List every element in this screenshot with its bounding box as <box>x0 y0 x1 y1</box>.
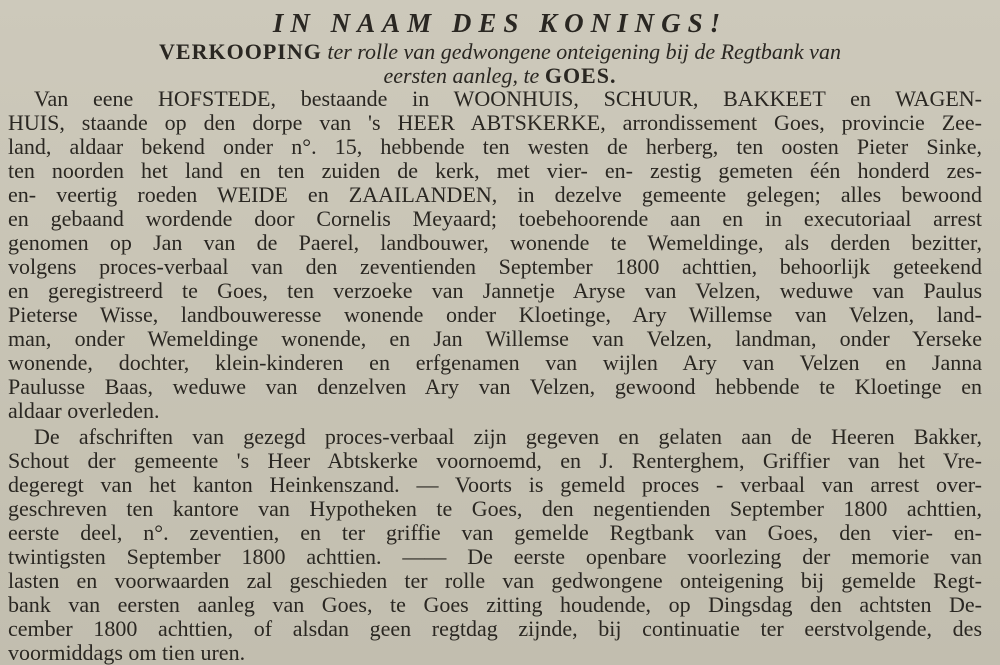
subtitle-lead: VERKOOPING <box>159 39 322 64</box>
text-line: twintigsten September 1800 achttien. —— De eerste openbare voorlezing der memorie van <box>8 545 982 569</box>
text-line: geschreven ten kantore van Hypotheken te Goes, den negentienden September 1800 achttien, <box>8 497 982 521</box>
text-line: man, onder Wemeldinge wonende, en Jan Willemse van Velzen, landman, onder Yerseke <box>8 327 982 351</box>
text-line: eerste deel, n°. zeventien, en ter griffie van gemelde Regtbank van Goes, den vier- en- <box>8 521 982 545</box>
text-line: HUIS, staande op den dorpe van 's HEER ABTSKERKE, arrondissement Goes, provincie Zee- <box>8 111 982 135</box>
text-line: en gebaand wordende door Cornelis Meyaard; toebehoorende aan en in executoriaal arrest <box>8 207 982 231</box>
text-line: genomen op Jan van de Paerel, landbouwer, wonende te Wemeldinge, als derden bezitter, <box>8 231 982 255</box>
text-line: De afschriften van gezegd proces-verbaal zijn gegeven en gelaten aan de Heeren Bakker, <box>34 425 982 449</box>
text-line: en- veertig roeden WEIDE en ZAAILANDEN, in dezelve gemeente gelegen; alles bewoond <box>8 183 982 207</box>
text-line: volgens proces-verbaal van den zeventienden September 1800 achttien, behoorlijk geteekend <box>8 255 982 279</box>
text-line: Pieterse Wisse, landbouweresse wonende onder Kloetinge, Ary Willemse van Velzen, land- <box>8 303 982 327</box>
text-line: aldaar overleden. <box>8 399 160 423</box>
text-line: bank van eersten aanleg van Goes, te Goes zitting houdende, op Dingsdag den achtsten De- <box>8 593 982 617</box>
text-line: degeregt van het kanton Heinkenszand. — Voorts is gemeld proces - verbaal van arrest over- <box>8 473 982 497</box>
headline: IN NAAM DES KONINGS! <box>272 8 728 38</box>
text-line: lasten en voorwaarden zal geschieden ter rolle van gedwongene onteigening bij gemelde Regt- <box>8 569 982 593</box>
text-line: Schout der gemeente 's Heer Abtskerke voornoemd, en J. Renterghem, Griffier van het Vre- <box>8 449 982 473</box>
text-line: ten noorden het land en ten zuiden de kerk, met vier- en- zestig gemeten één honderd zes- <box>8 159 982 183</box>
text-line: cember 1800 achttien, of alsdan geen regtdag zijnde, bij continuatie ter eerstvolgende, des <box>8 617 982 641</box>
subtitle-text-2: eersten aanleg, te <box>383 63 540 88</box>
text-line: en geregistreerd te Goes, ten verzoeke van Jannetje Aryse van Velzen, weduwe van Paulus <box>8 279 982 303</box>
text-line: Van eene HOFSTEDE, bestaande in WOONHUIS, SCHUUR, BAKKEET en WAGEN- <box>34 87 982 111</box>
subtitle-text-1: ter rolle van gedwongene onteigening bij de Regtbank van <box>327 39 841 64</box>
subtitle-place: GOES. <box>544 63 617 88</box>
text-line: Paulusse Baas, weduwe van denzelven Ary van Velzen, gewoond hebbende te Kloetinge en <box>8 375 982 399</box>
text-line: land, aldaar bekend onder n°. 15, hebbende ten westen de herberg, ten oosten Pieter Sinke, <box>8 135 982 159</box>
subtitle <box>80 40 920 88</box>
text-line: voormiddags om tien uren. <box>8 641 246 665</box>
text-line: wonende, dochter, klein-kinderen en erfgenamen van wijlen Ary van Velzen en Janna <box>8 351 982 375</box>
